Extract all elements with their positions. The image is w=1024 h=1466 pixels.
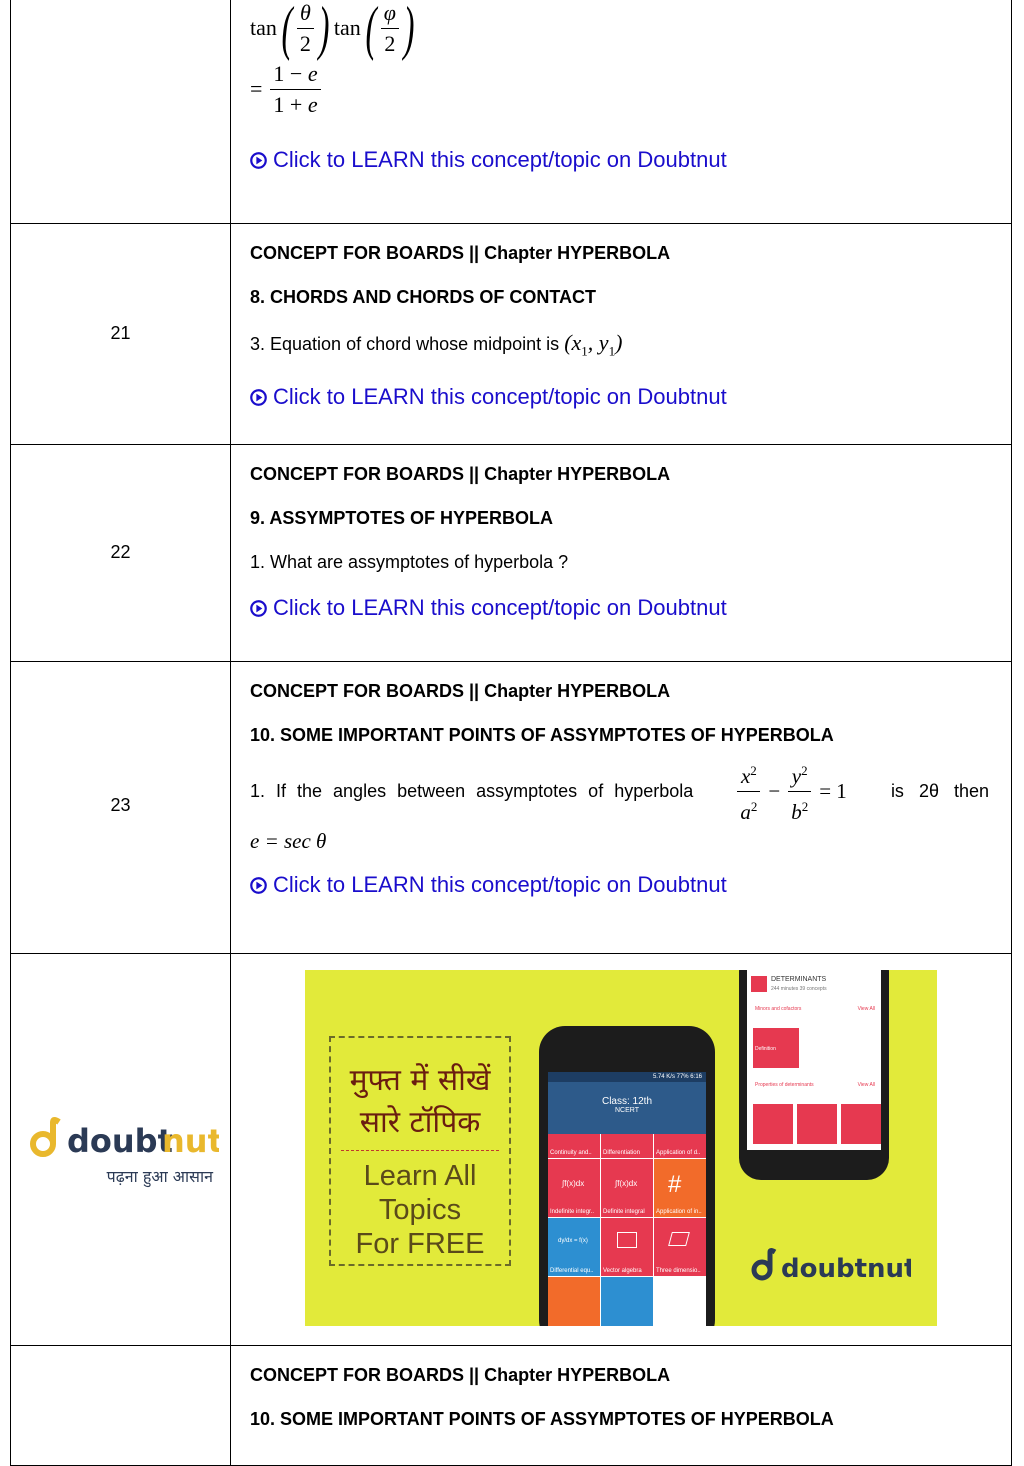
doubtnut-logo — [29, 1114, 219, 1187]
midpoint-math: ($x_1$, $y_1$) — [564, 330, 623, 359]
play-circle-icon — [250, 152, 267, 169]
tile-item[interactable] — [601, 1277, 653, 1326]
promo-banner[interactable] — [305, 970, 937, 1326]
chapter-heading: CONCEPT FOR BOARDS || Chapter HYPERBOLA — [250, 464, 671, 484]
play-circle-icon — [250, 389, 267, 406]
item-text: 1. If the angles between assymptotes of hyperbola $\frac{x^2}{a^2}$ − $\frac{y^2}{b^2}$ = 1 is 2θ then — [250, 756, 989, 827]
play-circle-icon — [250, 877, 267, 894]
logo-wordmark-doubt: doubt — [67, 1122, 173, 1160]
divider — [341, 1150, 499, 1151]
tile-item[interactable]: Differentiation — [601, 1134, 653, 1158]
row-number-cell — [11, 224, 231, 445]
phone-screen — [548, 1072, 706, 1326]
banner-cell — [231, 954, 1012, 1346]
promo-text-box — [329, 1036, 511, 1266]
row-content-cell — [231, 445, 1012, 662]
row-number: 23 — [110, 795, 131, 815]
hyperbola-equation: $\frac{x^2}{a^2}$ − $\frac{y^2}{b^2}$ = 1 — [737, 756, 846, 827]
topic-icon — [751, 976, 767, 992]
tablet-card[interactable] — [797, 1104, 837, 1144]
tile-item[interactable]: Application of d.. — [654, 1134, 706, 1158]
phone-status-bar: 5.74 K/s 77% 6:16 — [548, 1072, 706, 1082]
logo-tagline: पढ़ना हुआ आसान — [106, 1167, 213, 1186]
learn-link[interactable]: Click to LEARN this concept/topic on Doubtnut — [250, 872, 727, 898]
row-number: 22 — [110, 542, 131, 562]
banner-logo — [751, 1246, 911, 1289]
logo-cell — [11, 954, 231, 1346]
tablet-mockup — [739, 970, 889, 1180]
row-content-cell — [231, 0, 1012, 224]
table-row — [11, 0, 1012, 224]
learn-all-headline: Learn All Topics For FREE — [355, 1160, 485, 1260]
item-text: 3. Equation of chord whose midpoint is ($x_1$, $y_1$) — [250, 330, 623, 359]
phone-header: Class: 12th NCERT — [548, 1082, 706, 1134]
tablet-card[interactable]: Definition — [753, 1028, 799, 1068]
table-row — [11, 445, 1012, 662]
row-number: 21 — [110, 323, 131, 343]
learn-link[interactable]: Click to LEARN this concept/topic on Doubtnut — [250, 384, 727, 410]
chapter-heading: CONCEPT FOR BOARDS || Chapter HYPERBOLA — [250, 243, 671, 263]
row-number-cell — [11, 0, 231, 224]
secant-relation: e = sec θ — [250, 829, 327, 853]
table-row — [11, 954, 1012, 1346]
tablet-screen: DETERMINANTS 244 minutes 39 concepts Minors and cofactors View All Definition Properties of determinants View All — [747, 970, 881, 1150]
doubtnut-logo-mark — [29, 1114, 219, 1160]
chapter-heading: CONCEPT FOR BOARDS || Chapter HYPERBOLA — [250, 681, 671, 701]
phone-mockup — [539, 1026, 715, 1326]
row-content-cell — [231, 662, 1012, 954]
formula-tan-product: tan ( $\frac{\theta}{2}$ ) tan ( $\frac{\varphi}{2}$ ) — [250, 0, 415, 61]
logo-wordmark-nut: nut — [162, 1122, 219, 1160]
hindi-headline: मुफ्त में सीखें सारे टॉपिक — [349, 1063, 491, 1140]
item-text: 1. What are assymptotes of hyperbola ? — [250, 552, 569, 572]
formula-ratio: = $\frac{1 - e}{1 + e}$ — [250, 59, 989, 119]
table-row — [11, 662, 1012, 954]
learn-link[interactable]: Click to LEARN this concept/topic on Doubtnut — [250, 595, 727, 621]
tablet-card[interactable] — [841, 1104, 881, 1144]
section-heading: 10. SOME IMPORTANT POINTS OF ASSYMPTOTES OF HYPERBOLA — [250, 1409, 834, 1429]
section-heading: 10. SOME IMPORTANT POINTS OF ASSYMPTOTES OF HYPERBOLA — [250, 725, 834, 745]
section-heading: 9. ASSYMPTOTES OF HYPERBOLA — [250, 508, 554, 528]
row-number-cell — [11, 445, 231, 662]
tile-item[interactable]: Continuity and.. — [548, 1134, 600, 1158]
play-circle-icon — [250, 600, 267, 617]
tile-item[interactable]: Vector algebra — [601, 1218, 653, 1276]
concept-table — [10, 0, 1012, 1466]
table-row — [11, 224, 1012, 445]
tile-item[interactable]: dy/dx = f(x) Differential equ.. — [548, 1218, 600, 1276]
chapter-heading: CONCEPT FOR BOARDS || Chapter HYPERBOLA — [250, 1365, 671, 1385]
tile-item[interactable] — [548, 1277, 600, 1326]
tile-item[interactable]: ∫f(x)dx Indefinite integr.. — [548, 1159, 600, 1217]
banner-logo-mark — [751, 1246, 911, 1284]
tile-item[interactable]: Three dimensio.. — [654, 1218, 706, 1276]
tile-item[interactable]: # Application of in.. — [654, 1159, 706, 1217]
row-number-cell — [11, 662, 231, 954]
banner-logo-wordmark: doubtnut — [781, 1254, 911, 1284]
tablet-card[interactable] — [753, 1104, 793, 1144]
tile-item[interactable]: ∫f(x)dx Definite integral — [601, 1159, 653, 1217]
learn-link[interactable]: Click to LEARN this concept/topic on Doubtnut — [250, 147, 727, 173]
row-content-cell — [231, 224, 1012, 445]
section-heading: 8. CHORDS AND CHORDS OF CONTACT — [250, 287, 596, 307]
